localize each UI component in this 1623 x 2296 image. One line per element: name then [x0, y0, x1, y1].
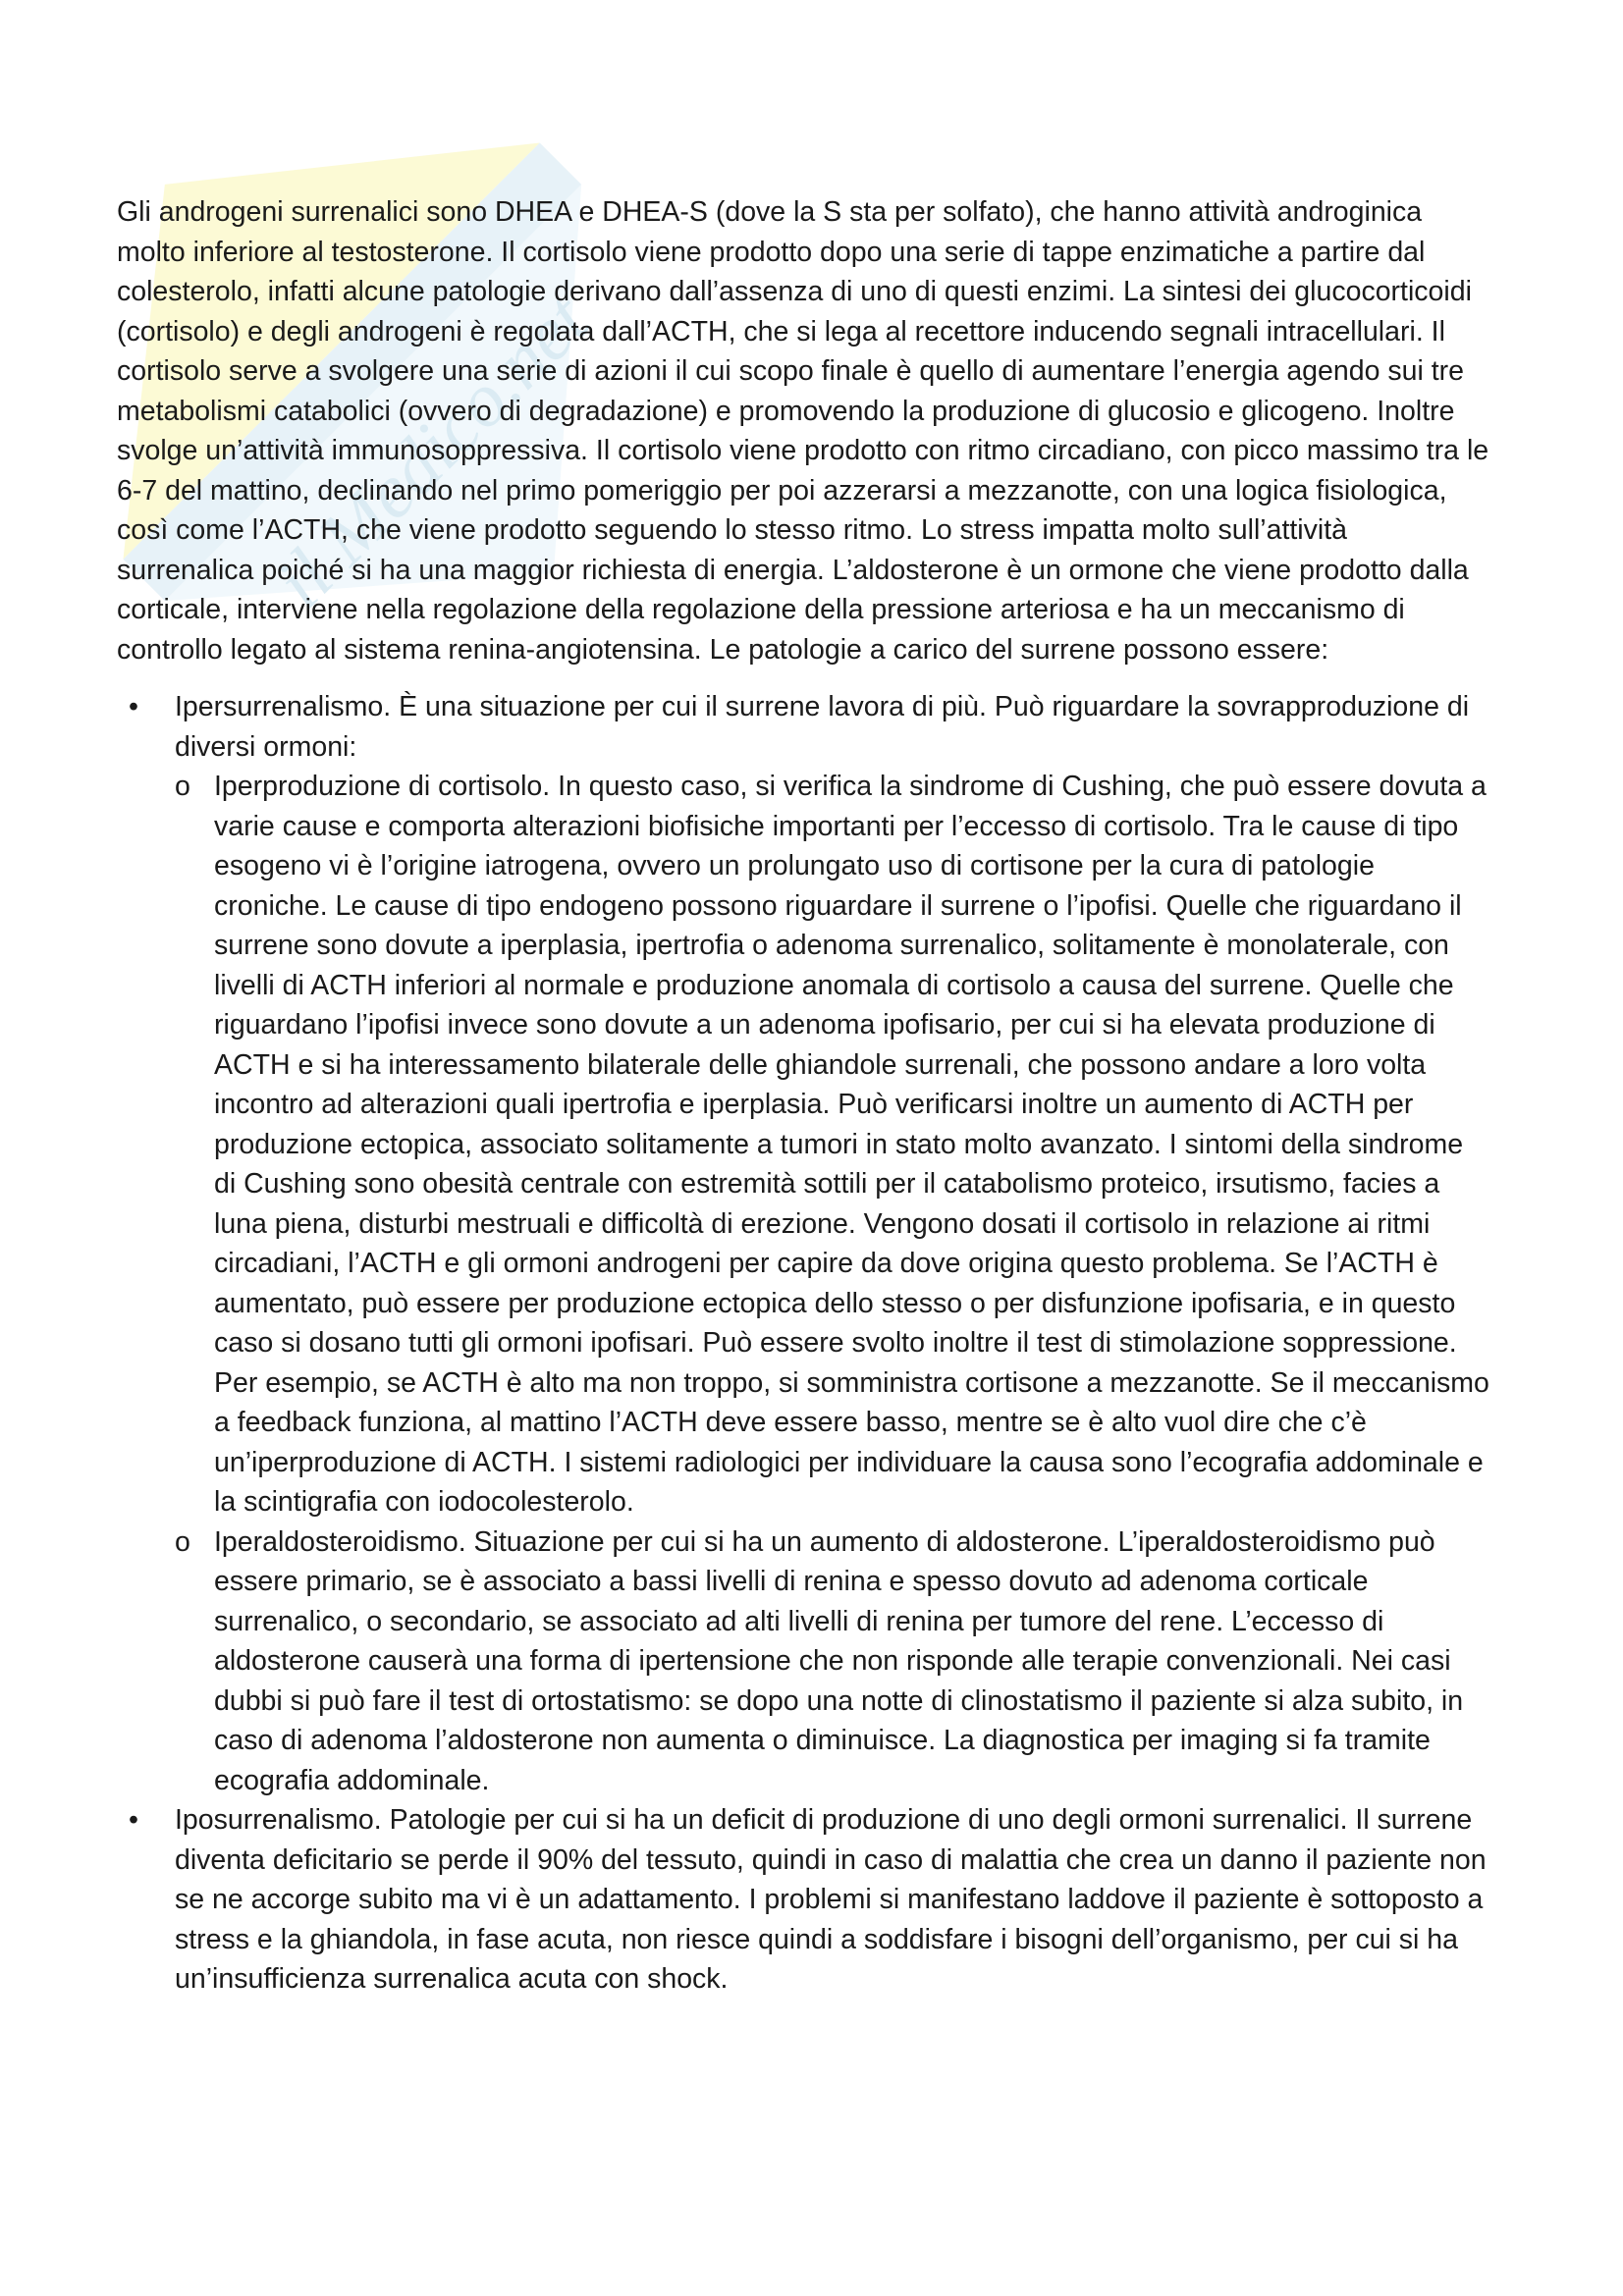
list-item-text: Iposurrenalismo. Patologie per cui si ha un deficit di produzione di uno degli ormoni surrenalici. Il surrene diventa deficitario se perde il 90% del tessuto, quindi in caso di malattia che crea un danno il paziente non se ne accorge subito ma vi è un adattamento. I problemi si manifestano laddove il paziente è sottoposto a stress e la ghiandola, in fase acuta, non riesce quindi a soddisfare i bisogni dell’organismo, per cui si ha un’insufficienza surrenalica acuta con shock.: [175, 1804, 1487, 1995]
list-item: [117, 687, 1491, 1800]
pathology-list: [117, 687, 1491, 2000]
bullet-icon: •: [129, 1804, 138, 1836]
sub-list-item: [175, 767, 1491, 1522]
sub-list: [175, 767, 1491, 1800]
intro-paragraph: Gli androgeni surrenalici sono DHEA e DHEA-S (dove la S sta per solfato), che hanno attività androginica molto inferiore al testosterone. Il cortisolo viene prodotto dopo una serie di tappe enzimatiche a partire dal colesterolo, infatti alcune patologie derivano dall’assenza di uno di questi enzimi. La sintesi dei glucocorticoidi (cortisolo) e degli androgeni è regolata dall’ACTH, che si lega al recettore inducendo segnali intracellulari. Il cortisolo serve a svolgere una serie di azioni il cui scopo finale è quello di aumentare l’energia agendo sui tre metabolismi catabolici (ovvero di degradazione) e promovendo la produzione di glucosio e glicogeno. Inoltre svolge un’attività immunosoppressiva. Il cortisolo viene prodotto con ritmo circadiano, con picco massimo tra le 6-7 del mattino, declinando nel primo pomeriggio per poi azzerarsi a mezzanotte, con una logica fisiologica, così come l’ACTH, che viene prodotto seguendo lo stesso ritmo. Lo stress impatta molto sull’attività surrenalica poiché si ha una maggior richiesta di energia. L’aldosterone è un ormone che viene prodotto dalla corticale, interviene nella regolazione della regolazione della pressione arteriosa e ha un meccanismo di controllo legato al sistema renina-angiotensina. Le patologie a carico del surrene possono essere:: [117, 196, 1489, 666]
bullet-icon: •: [129, 691, 138, 722]
sub-bullet-icon: o: [175, 771, 190, 802]
watermark-text: il Medico.net: [257, 277, 605, 624]
sub-list-item-text: Iperaldosteroidismo. Situazione per cui si ha un aumento di aldosterone. L’iperaldosteroidismo può essere primario, se è associato a bassi livelli di renina e spesso dovuto ad adenoma corticale surrenalico, o secondario, se associato ad alti livelli di renina per tumore del rene. L’eccesso di aldosterone causerà una forma di ipertensione che non risponde alle terapie convenzionali. Nei casi dubbi si può fare il test di ortostatismo: se dopo una notte di clinostatismo il paziente si alza subito, in caso di adenoma l’aldosterone non aumenta o diminuisce. La diagnostica per imaging si fa tramite ecografia addominale.: [214, 1525, 1464, 1796]
list-item: [117, 1800, 1491, 2000]
sub-bullet-icon: o: [175, 1525, 190, 1558]
sub-list-item: [175, 1522, 1491, 1801]
list-item-text: Ipersurrenalismo. È una situazione per cui il surrene lavora di più. Può riguardare la sovrapproduzione di diversi ormoni:: [175, 691, 1470, 763]
sub-list-item-text: Iperproduzione di cortisolo. In questo caso, si verifica la sindrome di Cushing, che può essere dovuta a varie cause e comporta alterazioni biofisiche importanti per l’eccesso di cortisolo. Tra le cause di tipo esogeno vi è l’origine iatrogena, ovvero un prolungato uso di cortisone per la cura di patologie croniche. Le cause di tipo endogeno possono riguardare il surrene o l’ipofisi. Quelle che riguardano il surrene sono dovute a iperplasia, ipertrofia o adenoma surrenalico, solitamente è monolaterale, con livelli di ACTH inferiori al normale e produzione anomala di cortisolo a causa del surrene. Quelle che riguardano l’ipofisi invece sono dovute a un adenoma ipofisario, per cui si ha elevata produzione di ACTH e si ha interessamento bilaterale delle ghiandole surrenali, che possono andare a loro volta incontro ad alterazioni quali ipertrofia e iperplasia. Può verificarsi inoltre un aumento di ACTH per produzione ectopica, associato solitamente a tumori in stato molto avanzato. I sintomi della sindrome di Cushing sono obesità centrale con estremità sottili per il catabolismo proteico, irsutismo, facies a luna piena, disturbi mestruali e difficoltà di erezione. Vengono dosati il cortisolo in relazione ai ritmi circadiani, l’ACTH e gli ormoni androgeni per capire da dove origina questo problema. Se l’ACTH è aumentato, può essere per produzione ectopica dello stesso o per disfunzione ipofisaria, e in questo caso si dosano tutti gli ormoni ipofisari. Può essere svolto inoltre il test di stimolazione soppressione. Per esempio, se ACTH è alto ma non troppo, si somministra cortisone a mezzanotte. Se il meccanismo a feedback funziona, al mattino l’ACTH deve essere basso, mentre se è alto vuol dire che c’è un’iperproduzione di ACTH. I sistemi radiologici per individuare la causa sono l’ecografia addominale e la scintigrafia con iodocolesterolo.: [214, 771, 1489, 1518]
document-page: [117, 192, 1491, 2000]
